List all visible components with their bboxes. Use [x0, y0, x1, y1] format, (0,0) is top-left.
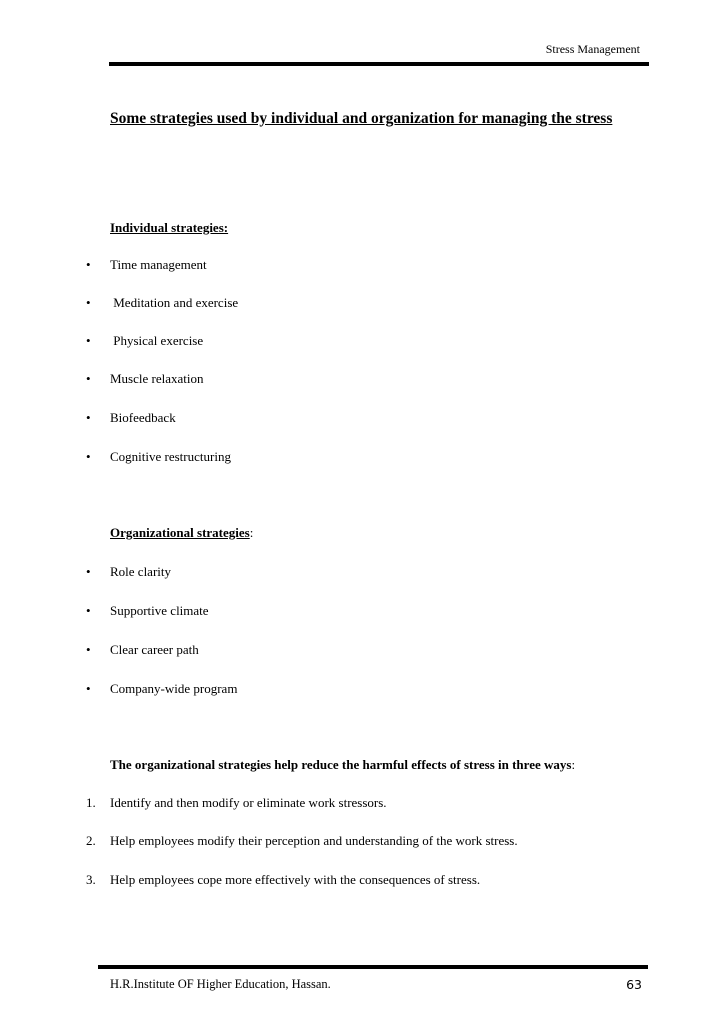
individual-strategies-heading: Individual strategies:: [110, 220, 229, 235]
organizational-item: Clear career path: [110, 642, 199, 657]
organizational-strategies-label: Organizational strategies: [110, 525, 250, 540]
individual-item: Physical exercise: [110, 333, 204, 348]
bullet-icon: •: [86, 333, 91, 348]
individual-item: Biofeedback: [110, 410, 176, 425]
individual-item: Meditation and exercise: [110, 295, 239, 310]
bullet-icon: •: [86, 642, 91, 657]
page-number: 63: [626, 977, 642, 992]
organizational-strategies-heading: [110, 525, 253, 541]
three-ways-intro-text: The organizational strategies help reduce the harmful effects of stress in three ways: [110, 757, 572, 772]
organizational-item: Supportive climate: [110, 603, 209, 618]
organizational-item: Company-wide program: [110, 681, 238, 696]
footer-institution: H.R.Institute OF Higher Education, Hassan.: [110, 977, 331, 991]
heading-colon: :: [249, 525, 254, 540]
bullet-icon: •: [86, 257, 91, 272]
footer-rule: [98, 965, 648, 969]
bullet-icon: •: [86, 564, 91, 579]
way-item: Help employees modify their perception and understanding of the work stress.: [110, 833, 518, 848]
way-item: Help employees cope more effectively with the consequences of stress.: [110, 872, 481, 887]
bullet-icon: •: [86, 295, 91, 310]
individual-item: Muscle relaxation: [110, 371, 204, 386]
list-number: 3.: [86, 872, 96, 887]
list-number: 1.: [86, 795, 96, 810]
intro-colon: :: [571, 757, 576, 772]
running-header: Stress Management: [545, 42, 640, 56]
bullet-icon: •: [86, 371, 91, 386]
organizational-item: Role clarity: [110, 564, 172, 579]
individual-item: Time management: [110, 257, 207, 272]
bullet-icon: •: [86, 449, 91, 464]
list-number: 2.: [86, 833, 96, 848]
three-ways-intro: [110, 757, 575, 773]
way-item: Identify and then modify or eliminate work stressors.: [110, 795, 387, 810]
individual-item: Cognitive restructuring: [110, 449, 231, 464]
header-rule: [109, 62, 649, 66]
bullet-icon: •: [86, 603, 91, 618]
bullet-icon: •: [86, 410, 91, 425]
page-title: Some strategies used by individual and organization for managing the stress: [110, 110, 613, 127]
bullet-icon: •: [86, 681, 91, 696]
